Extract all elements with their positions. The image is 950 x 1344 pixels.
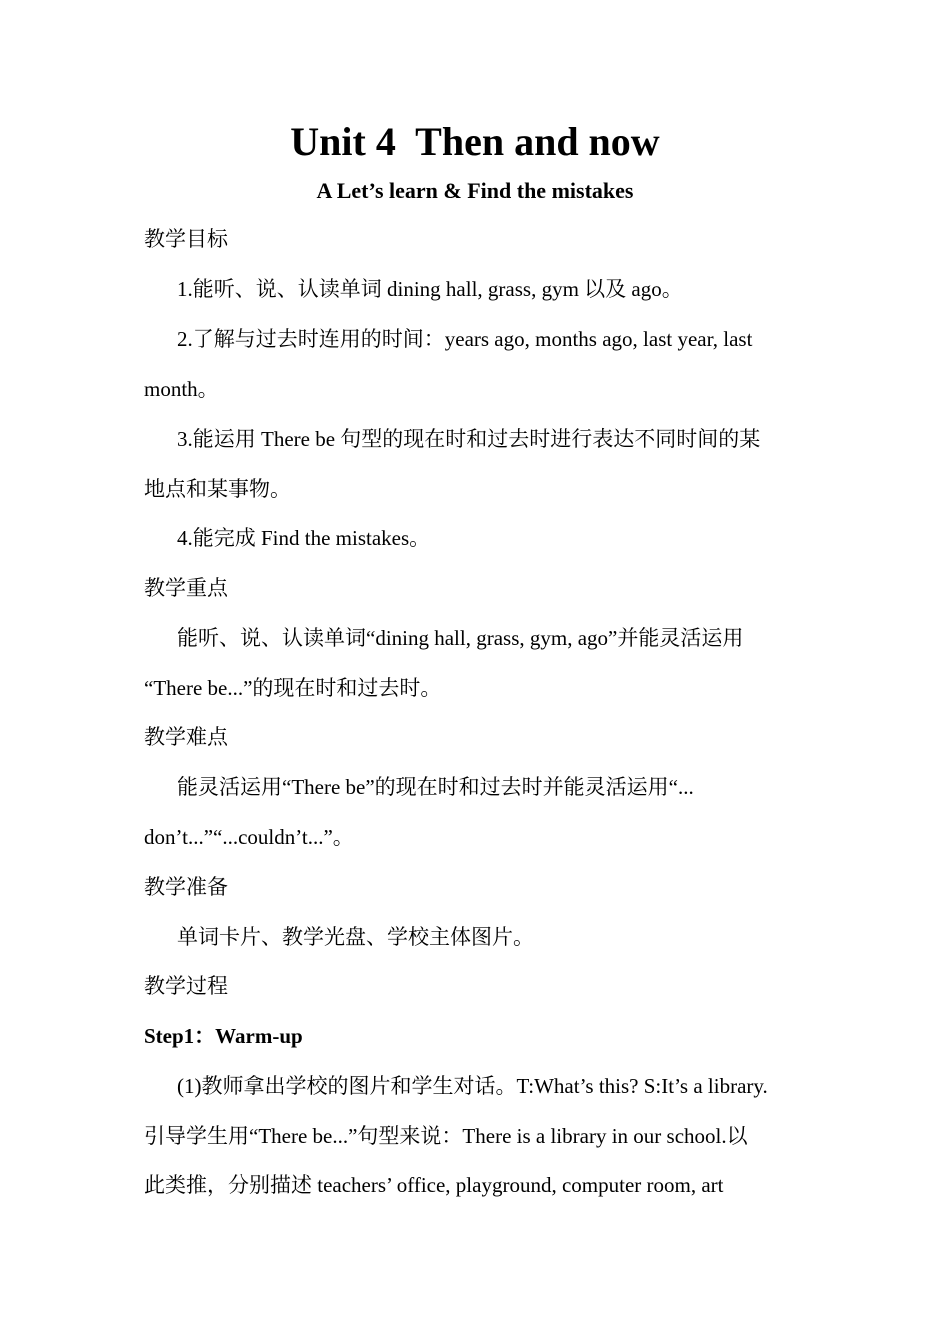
section-heading-key-points: 教学重点 [144,576,228,600]
step-1-text-continued-2: 此类推，分别描述 teachers’ office, playground, computer room, art [144,1173,724,1197]
objective-1: 1.能听、说、认读单词 dining hall, grass, gym 以及 ago。 [177,277,683,301]
difficulties-text-continued: don’t...”“...couldn’t...”。 [144,825,354,849]
step-1-text-continued-1: 引导学生用“There be...”句型来说：There is a library in our school.以 [144,1124,748,1148]
section-heading-preparation: 教学准备 [144,875,228,899]
objective-2: 2.了解与过去时连用的时间：years ago, months ago, last year, last [177,327,753,351]
objective-3: 3.能运用 There be 句型的现在时和过去时进行表达不同时间的某 [177,427,761,451]
objective-2-continued: month。 [144,377,219,401]
key-points-text-continued: “There be...”的现在时和过去时。 [144,676,442,700]
step-1-text: (1)教师拿出学校的图片和学生对话。T:What’s this? S:It’s a library. [177,1074,768,1098]
document-subtitle: A Let’s learn & Find the mistakes [316,178,634,203]
preparation-text: 单词卡片、教学光盘、学校主体图片。 [177,925,534,949]
section-heading-procedure: 教学过程 [144,974,228,998]
difficulties-text: 能灵活运用“There be”的现在时和过去时并能灵活运用“... [177,775,694,799]
section-heading-objectives: 教学目标 [144,227,228,251]
objective-3-continued: 地点和某事物。 [144,477,291,501]
step-1-heading: Step1：Warm-up [144,1024,303,1048]
section-heading-difficulties: 教学难点 [144,725,228,749]
objective-4: 4.能完成 Find the mistakes。 [177,526,431,550]
document-title: Unit 4 Then and now [290,119,660,164]
key-points-text: 能听、说、认读单词“dining hall, grass, gym, ago”并能灵活运用 [177,626,744,650]
